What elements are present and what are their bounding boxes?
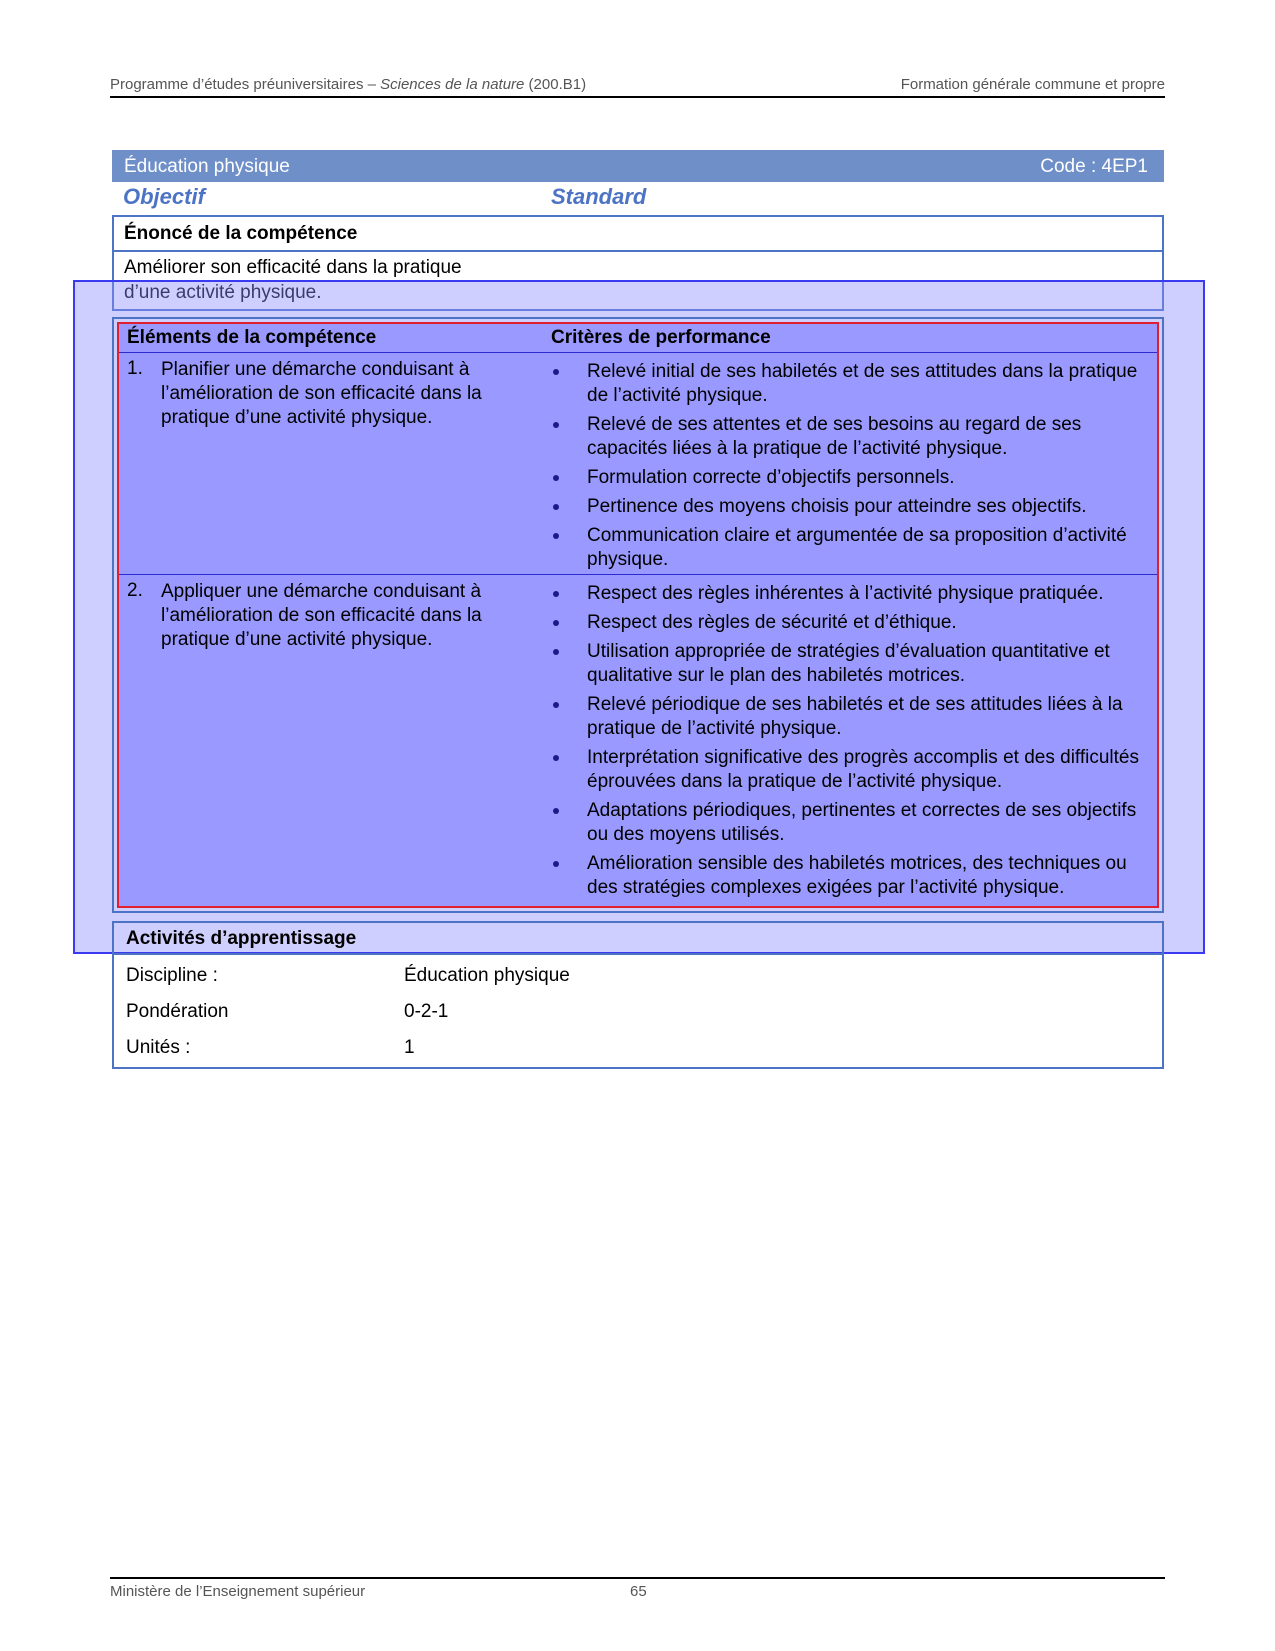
list-item: Pertinence des moyens choisis pour atteindre ses objectifs. (587, 496, 1087, 517)
table-row (119, 576, 1157, 906)
activity-value: Éducation physique (404, 965, 570, 986)
activity-value: 1 (404, 1037, 415, 1058)
activity-label: Discipline : (126, 965, 218, 986)
table-row (119, 354, 1157, 575)
list-item: Communication claire et argumentée de sa proposition d’activité physique. (587, 525, 1127, 570)
activities-box (112, 921, 1164, 1069)
standard-heading: Standard (551, 184, 647, 209)
criteria-heading: Critères de performance (551, 327, 771, 348)
enonce-heading: Énoncé de la compétence (124, 223, 358, 244)
list-item: Formulation correcte d’objectifs personnels. (587, 467, 955, 488)
list-item: Respect des règles de sécurité et d’éthique. (587, 612, 957, 633)
criteria-list (551, 582, 1151, 905)
list-item: Utilisation appropriée de stratégies d’évaluation quantitative et qualitative sur le plan des habiletés motrices. (587, 641, 1110, 686)
list-item: Adaptations périodiques, pertinentes et correctes de ses objectifs ou des moyens utilisés. (587, 800, 1137, 845)
course-name: Éducation physique (124, 156, 290, 177)
course-code: Code : 4EP1 (1040, 156, 1148, 177)
list-item: Amélioration sensible des habiletés motrices, des techniques ou des stratégies complexes exigées par l’activité physique. (587, 853, 1127, 898)
activity-label: Pondération (126, 1001, 229, 1022)
list-item: Relevé de ses attentes et de ses besoins au regard de ses capacités liées à la pratique de l’activité physique. (587, 414, 1082, 459)
list-item: Relevé périodique de ses habiletés et de ses attitudes liées à la pratique de l’activité physique. (587, 694, 1123, 739)
element-number: 1. (127, 358, 143, 379)
course-title-bar (112, 150, 1164, 182)
activity-value: 0-2-1 (404, 1001, 449, 1022)
element-number: 2. (127, 580, 143, 601)
performance-box (112, 317, 1164, 913)
performance-header-row (119, 324, 1157, 353)
element-text: Planifier une démarche conduisant à l’amélioration de son efficacité dans la pratique d’une activité physique. (161, 359, 482, 428)
enonce-heading-row (114, 217, 1162, 252)
enonce-text: Améliorer son efficacité dans la pratique d’une activité physique. (124, 257, 462, 303)
objectif-heading: Objectif (123, 184, 205, 209)
list-item: Interprétation significative des progrès accomplis et des difficultés éprouvées dans la pratique de l’activité physique. (587, 747, 1139, 792)
list-item: Respect des règles inhérentes à l’activité physique pratiquée. (587, 583, 1104, 604)
page-footer (110, 1577, 1165, 1600)
performance-table (117, 322, 1159, 908)
activities-heading-row (114, 923, 1162, 955)
activities-heading: Activités d’apprentissage (126, 928, 357, 949)
criteria-list (551, 360, 1151, 577)
program-title: Programme d’études préuniversitaires – Sciences de la nature (200.B1) (110, 76, 587, 93)
page-header (110, 74, 1165, 98)
element-text: Appliquer une démarche conduisant à l’amélioration de son efficacité dans la pratique d’une activité physique. (161, 581, 482, 650)
ministry-name: Ministère de l’Enseignement supérieur (110, 1583, 366, 1600)
elements-heading: Éléments de la compétence (127, 327, 377, 348)
page-number: 65 (630, 1583, 647, 1600)
activity-label: Unités : (126, 1037, 191, 1058)
training-type: Formation générale commune et propre (900, 76, 1165, 93)
list-item: Relevé initial de ses habiletés et de ses attitudes dans la pratique de l’activité physique. (587, 361, 1138, 406)
